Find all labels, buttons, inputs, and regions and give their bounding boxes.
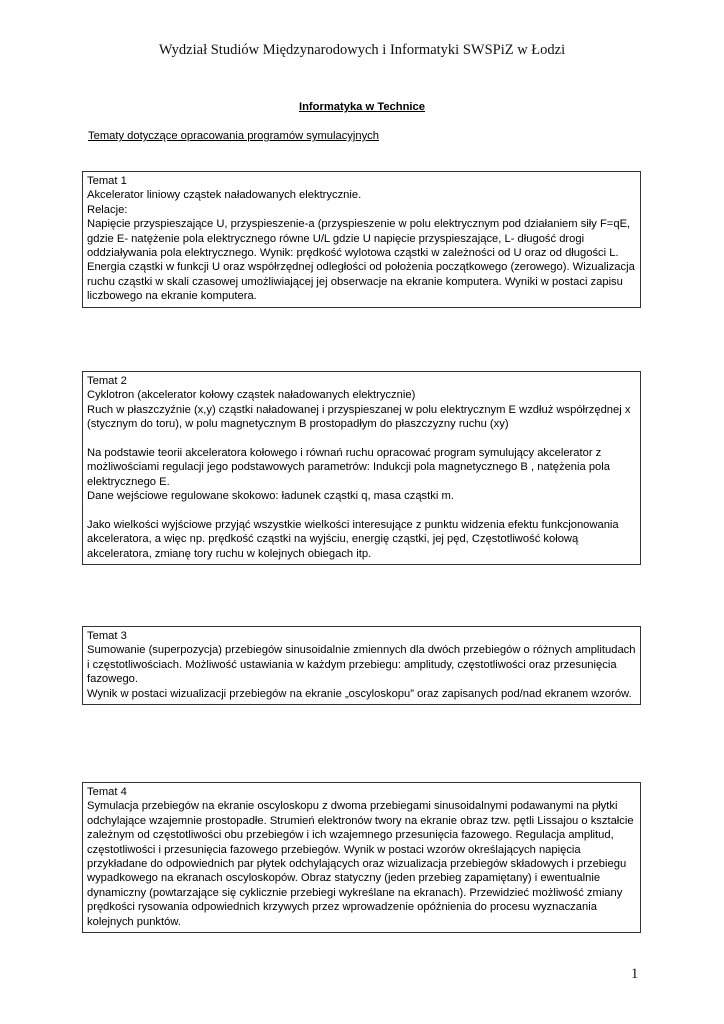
topic-text: Jako wielkości wyjściowe przyjąć wszystkie wielkości interesujące z punktu widzenia efektu funkcjonowania akceleratora, a więc np. prędkość cząstki na wyjściu, energię cząstki, jej pęd, Częstotliwość kołową akceleratora, zmianę tory ruchu w kolejnych obiegach itp. — [87, 519, 619, 560]
topic-text: Sumowanie (superpozycja) przebiegów sinusoidalnie zmiennych dla dwóch przebiegów o różnych amplitudach i częstotliwościach. Możliwość ustawiania w każdym przebiegu: amplitudy, częstotliwości oraz przesunięcia fazowego. — [87, 644, 636, 686]
topic-heading: Temat 4 — [87, 786, 127, 798]
topic-text: Cyklotron (akcelerator kołowy cząstek naładowanych elektrycznie) — [87, 389, 416, 402]
topic-text: Napięcie przyspieszające U, przyspieszenie-a (przyspieszenie w polu elektrycznym pod działaniem siły F=qE, gdzie E- natężenie pola elektrycznego równe U/L gdzie U napięcie przyspieszające, L- długość drogi oddziaływania pola elektrycznego. Wynik: prędkość wylotowa cząstki w zależności od U oraz od długości L. Energia cząstki w funkcji U oraz współrzędnej odległości od położenia początkowego (zerowego). Wizualizacja ruchu cząstki w skali czasowej umożliwiającej jej obserwacje na ekranie komputera. Wyniki w postaci zapisu liczbowego na ekranie komputera. — [87, 218, 635, 303]
document-subtitle: Tematy dotyczące opracowania programów symulacyjnych — [88, 130, 379, 142]
topic-heading: Temat 2 — [87, 375, 127, 387]
topic-box-1 — [82, 171, 641, 308]
topic-text: Ruch w płaszczyźnie (x,y) cząstki naładowanej i przyspieszanej w polu elektrycznym E wzdłuż współrzędnej x (stycznym do toru), w polu magnetycznym B prostopadłym do płaszczyzny ruchu (xy) — [87, 403, 631, 431]
topic-text: Dane wejściowe regulowane skokowo: ładunek cząstki q, masa cząstki m. — [87, 490, 454, 503]
topic-heading: Temat 3 — [87, 630, 127, 642]
page-header: Wydział Studiów Międzynarodowych i Informatyki SWSPiZ w Łodzi — [158, 42, 566, 58]
topic-text: Akcelerator liniowy cząstek naładowanych elektrycznie. — [87, 189, 362, 202]
topic-heading: Temat 1 — [87, 175, 127, 187]
page-number: 1 — [631, 966, 639, 982]
topic-box-4 — [82, 782, 641, 933]
document-title: Informatyka w Technice — [298, 101, 425, 113]
topic-text: Na podstawie teorii akceleratora kołowego i równań ruchu opracować program symulujący akcelerator z możliwościami regulacji jego podstawowych parametrów: Indukcji pola magnetycznego B , natężenia pola elektrycznego E. — [87, 447, 610, 488]
topic-text: Relacje: — [87, 203, 128, 216]
topic-text: Symulacja przebiegów na ekranie oscyloskopu z dwoma przebiegami sinusoidalnymi podawanymi na płytki odchylające wzajemnie prostopadłe. Strumień elektronów twory na ekranie obraz tzw. pętli Lissajou o kształcie zależnym od częstotliwości obu przebiegów i ich wzajemnego przesunięcia fazowego. Regulacja amplitud, częstotliwości i przesunięcia fazowego przebiegów. Wynik w postaci wzorów określających napięcia przykładane do odpowiednich par płytek odchylających oraz wizualizacja przebiegów składowych i przebiegu wypadkowego na ekranach oscyloskopów. Obraz statyczny (jeden przebieg zapamiętany) i ewentualnie dynamiczny (powtarzające się cyklicznie przebiegi wykreślane na ekranach). Przewidzieć możliwość zmiany prędkości rysowania odpowiednich krzywych przez wprowadzenie opóźnienia do procesu wyznaczania kolejnych punktów. — [87, 800, 634, 928]
topic-box-3 — [82, 626, 641, 705]
topic-text: Wynik w postaci wizualizacji przebiegów na ekranie „oscyloskopu” oraz zapisanych pod/nad ekranem wzorów. — [87, 687, 632, 700]
topic-box-2 — [82, 371, 641, 565]
